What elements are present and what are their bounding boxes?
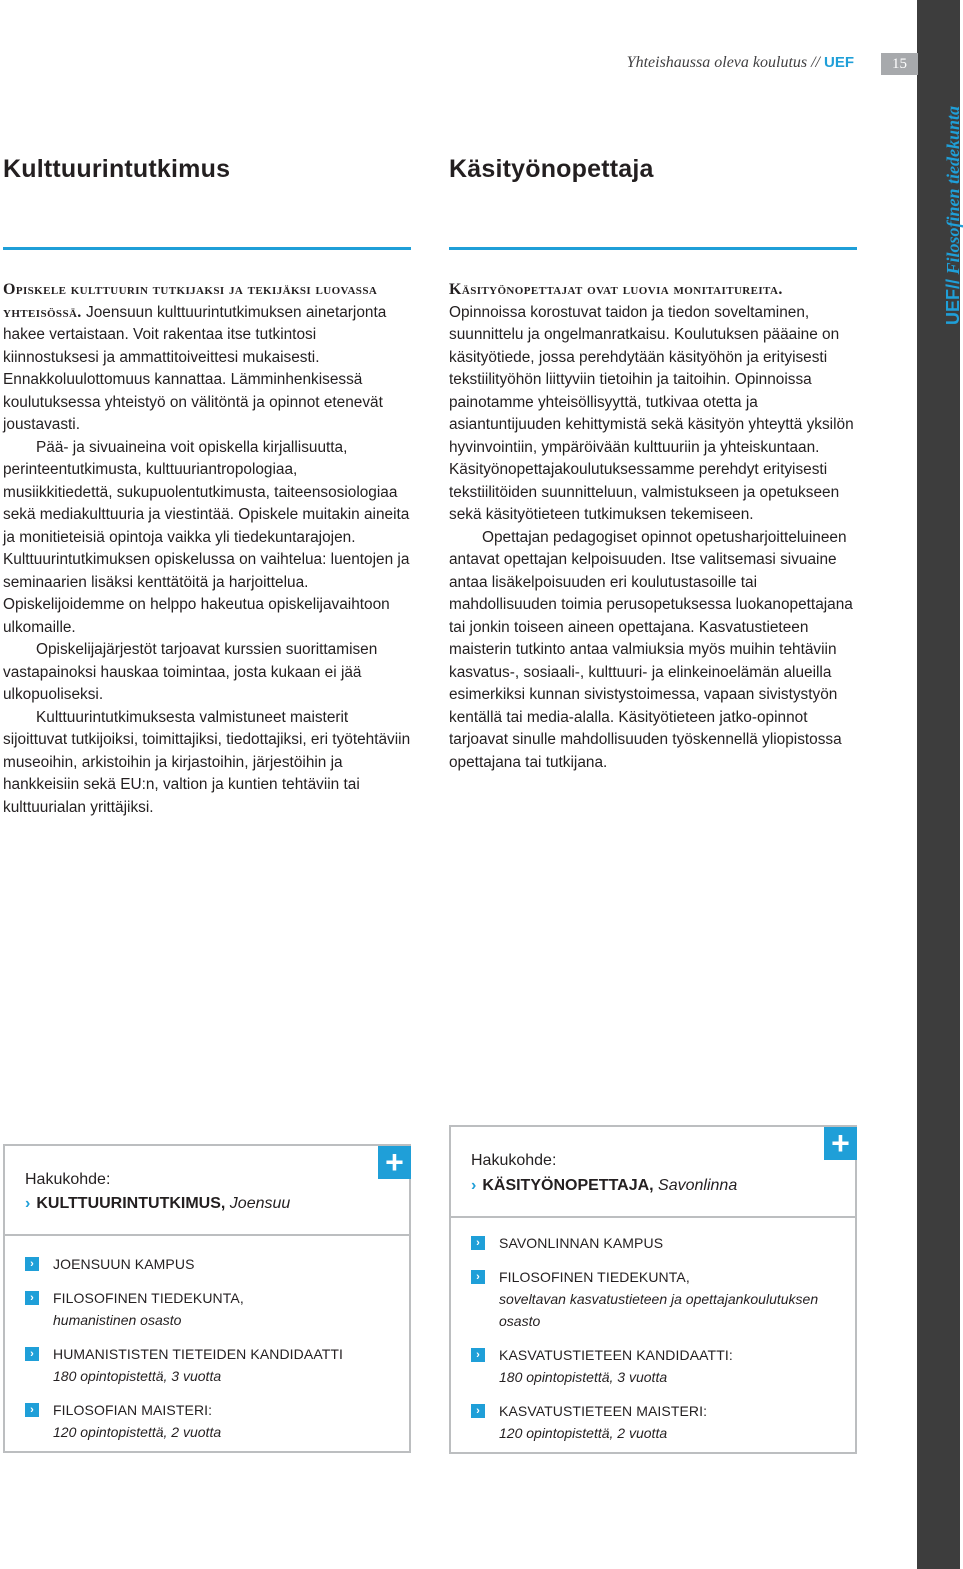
left-p1: Joensuun kulttuurintutkimuksen ainetarjonta hakee vertaistaan. Voit rakentaa itse tutkintosi kiinnostuksesi ja ammattitoiveittesi mukaisesti. Ennakkoluulottomuus kannattaa. Lämminhenkisessä koulutuksessa yhteistyö on välitöntä ja opinnot etenevät joustavasti. [3, 303, 387, 433]
chevron-right-icon: › [25, 1195, 31, 1212]
sidebar-uef: UEF// [943, 278, 963, 325]
bullet-chevron-icon: › [471, 1404, 485, 1418]
right-paragraph-2: Opettajan pedagogiset opinnot opetusharjoitteluineen antavat opettajan kelpoisuuden. Itse valitsemasi sivuaine antaa lisäkelpoisuuden eri koulutustasoille tai mahdollisuuden toimia perusopetuksessa luokanopettajana tai jonkin toiseen aineen opettajana. Kasvatustieteen maisterin tutkinto antaa valmiuksia myös muihin tehtäviin kasvatus-, sosiaali-, kulttuuri- ja elinkeinoelämän alueilla esimerkiksi kunnan sivistystoimessa, vapaan sivistystyön kentällä tai media-alalla. Käsityötieteen jatko-opinnot tarjoavat sinulle mahdollisuuden työskennellä yliopistossa opettajana tai tutkijana. [449, 528, 853, 771]
bullet-chevron-icon: › [471, 1236, 485, 1250]
application-target [471, 1177, 737, 1195]
right-title: Käsityönopettaja [449, 155, 654, 183]
fact-item [471, 1400, 841, 1444]
plus-icon: + [824, 1127, 857, 1160]
left-paragraph-2: Pää- ja sivuaineina voit opiskella kirjallisuutta, perinteentutkimusta, kulttuuriantropologiaa, musiikkitiedettä, sukupuolentutkimusta, taiteensosiologiaa sekä mediakulttuuria ja viestintää. Opiskele muitakin aineita ja monitieteisiä opintoja vaikka yli tiedekuntarajojen. Kulttuurintutkimuksen opiskelussa on vaihtelua: luentojen ja seminaarien lisäksi kenttätöitä ja harjoittelua. Opiskelijoidemme on helppo hakeutua opiskelijavaihtoon ulkomaille. [3, 438, 410, 636]
left-lead: Opiskele kulttuurin tutkijaksi ja tekijäksi luovassa yhteisössä. [3, 281, 378, 321]
fact-sub: 120 opintopistettä, 2 vuotta [53, 1424, 222, 1440]
left-paragraph-4: Kulttuurintutkimuksesta valmistuneet maisterit sijoittuvat tutkijoiksi, toimittajiksi, tiedottajiksi, eri työtehtäviin museoihin, arkistoihin ja kirjastoihin, järjestöihin ja hankkeisiin sekä EU:n, valtion ja kuntien tehtäviin tai kulttuurialan yrittäjiksi. [3, 708, 411, 816]
left-paragraph-1 [3, 279, 411, 437]
chevron-right-icon: › [471, 1177, 477, 1194]
fact-item [25, 1343, 395, 1387]
application-label: Hakukohde: [25, 1171, 111, 1188]
bullet-chevron-icon: › [25, 1257, 39, 1271]
left-title: Kulttuurintutkimus [3, 155, 231, 183]
bullet-chevron-icon: › [25, 1347, 39, 1361]
plus-icon: + [378, 1146, 411, 1179]
bullet-chevron-icon: › [471, 1270, 485, 1284]
fact-item [25, 1287, 395, 1331]
fact-item [25, 1399, 395, 1443]
fact-main: FILOSOFINEN TIEDEKUNTA, [53, 1290, 244, 1306]
fact-item [25, 1253, 395, 1275]
box-divider [451, 1216, 855, 1218]
right-body [449, 279, 857, 774]
fact-sub: 180 opintopistettä, 3 vuotta [53, 1368, 222, 1384]
bullet-chevron-icon: › [25, 1403, 39, 1417]
fact-list [471, 1232, 841, 1456]
left-application-box [3, 1144, 411, 1453]
program-city: Savonlinna [653, 1177, 738, 1194]
fact-sub: humanistinen osasto [53, 1312, 182, 1328]
running-header [627, 54, 854, 72]
bullet-chevron-icon: › [471, 1348, 485, 1362]
fact-list [25, 1253, 395, 1455]
application-target [25, 1195, 290, 1213]
fact-sub: 120 opintopistettä, 2 vuotta [499, 1425, 668, 1441]
right-paragraph-1 [449, 279, 857, 527]
program-city: Joensuu [225, 1195, 291, 1212]
fact-main: JOENSUUN KAMPUS [53, 1256, 195, 1272]
fact-sub: soveltavan kasvatustieteen ja opettajankoulutuksen osasto [499, 1291, 819, 1329]
fact-main: HUMANISTISTEN TIETEIDEN KANDIDAATTI [53, 1346, 344, 1362]
left-title-rule [3, 247, 411, 250]
fact-item [471, 1344, 841, 1388]
fact-main: SAVONLINNAN KAMPUS [499, 1235, 664, 1251]
running-title: Yhteishaussa oleva koulutus // [626, 54, 824, 71]
program-name: KULTTUURINTUTKIMUS, [36, 1195, 226, 1212]
left-body [3, 279, 411, 819]
right-title-rule [449, 247, 857, 250]
page-number: 15 [881, 53, 918, 75]
fact-main: KASVATUSTIETEEN KANDIDAATTI: [499, 1347, 733, 1363]
fact-main: FILOSOFIAN MAISTERI: [53, 1402, 213, 1418]
right-lead: Käsityönopettajat ovat luovia monitaitureita. [449, 281, 783, 298]
running-uef: UEF [824, 54, 854, 71]
bullet-chevron-icon: › [25, 1291, 39, 1305]
left-paragraph-3: Opiskelijajärjestöt tarjoavat kurssien suorittamisen vastapainoksi hauskaa toimintaa, josta kukaan ei jää ulkopuoliseksi. [3, 641, 378, 703]
sidebar-faculty: Filosofinen tiedekunta [943, 105, 963, 279]
fact-main: FILOSOFINEN TIEDEKUNTA, [499, 1269, 690, 1285]
sidebar-faculty-label [944, 106, 962, 325]
box-divider [5, 1234, 409, 1236]
fact-main: KASVATUSTIETEEN MAISTERI: [499, 1403, 708, 1419]
right-p1: Opinnoissa korostuvat taidon ja tiedon soveltaminen, suunnittelu ja ongelmanratkaisu. Koulutuksen pääaine on käsityötiede, jossa perehdytään käsityöhön ja erityisesti tekstiilityöhön liittyviin tietoihin ja taitoihin. Opinnoissa painotamme yhteisöllisyyttä, tutkivaa otetta ja asiantuntijuuden kehittymistä sekä käsityön yhteyttä yksilön hyvinvointiin, ympäröivään kulttuuriin ja yhteiskuntaan. Käsityönopettajakoulutuksessamme perehdyt erityisesti tekstiilitöiden suunnitteluun, valmistukseen ja opetukseen sekä käsityötieteen tutkimuksen tekemiseen. [449, 303, 854, 523]
fact-item [471, 1266, 841, 1332]
fact-sub: 180 opintopistettä, 3 vuotta [499, 1369, 668, 1385]
application-label: Hakukohde: [471, 1152, 557, 1169]
program-name: KÄSITYÖNOPETTAJA, [482, 1177, 654, 1194]
right-application-box [449, 1125, 857, 1454]
fact-item [471, 1232, 841, 1254]
